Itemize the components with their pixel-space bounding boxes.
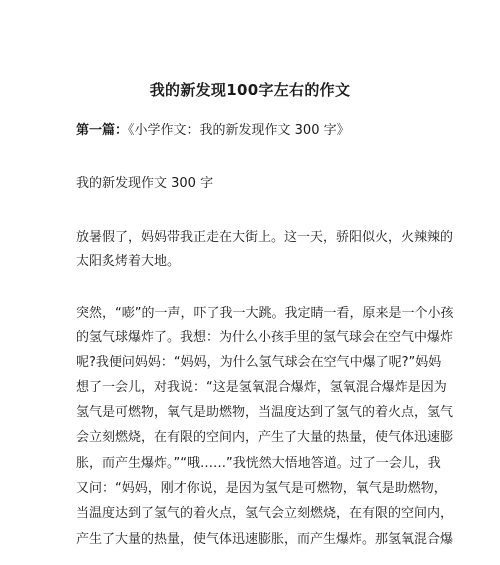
section-source: 《小学作文：我的新发现作文 300 字》: [128, 123, 350, 138]
section-heading-line: [76, 123, 350, 139]
document-title: 我的新发现100字左右的作文: [149, 81, 351, 99]
paragraph-2-line-5: 氢气是可燃物，氧气是助燃物，当温度达到了氢气的着火点，氢气: [76, 405, 454, 420]
paragraph-1-line-2: 太阳炙烤着大地。: [76, 254, 181, 269]
paragraph-2-line-4: 想了一会儿，对我说：“这是氢氧混合爆炸，氢氧混合爆炸是因为: [76, 380, 447, 395]
paragraph-2-line-7: 胀，而产生爆炸。”“哦……”我恍然大悟地答道。过了一会儿，我: [76, 456, 441, 471]
paragraph-2-line-9: 当温度达到了氢气的着火点，氢气会立刻燃烧，在有限的空间内，: [76, 506, 454, 521]
paragraph-2-line-1: 突然，“嘭”的一声，吓了我一大跳。我定睛一看，原来是一个小孩: [76, 306, 454, 321]
paragraph-2-line-6: 会立刻燃烧，在有限的空间内，产生了大量的热量，使气体迅速膨: [76, 430, 454, 445]
paragraph-2-line-3: 呢?我便问妈妈：“妈妈，为什么氢气球会在空气中爆了呢?”妈妈: [76, 355, 442, 370]
essay-title: 我的新发现作文 300 字: [76, 176, 214, 191]
paragraph-2-line-2: 的氢气球爆炸了。我想：为什么小孩手里的氢气球会在空气中爆炸: [76, 330, 454, 345]
paragraph-2-line-8: 又问：“妈妈，刚才你说，是因为氢气是可燃物，氧气是助燃物，: [76, 481, 447, 496]
paragraph-2-line-10: 产生了大量的热量，使气体迅速膨胀，而产生爆炸。那氢氧混合爆: [76, 532, 454, 547]
paragraph-1-line-1: 放暑假了，妈妈带我正走在大街上。这一天，骄阳似火，火辣辣的: [76, 230, 454, 245]
section-heading: 第一篇：: [76, 123, 129, 138]
